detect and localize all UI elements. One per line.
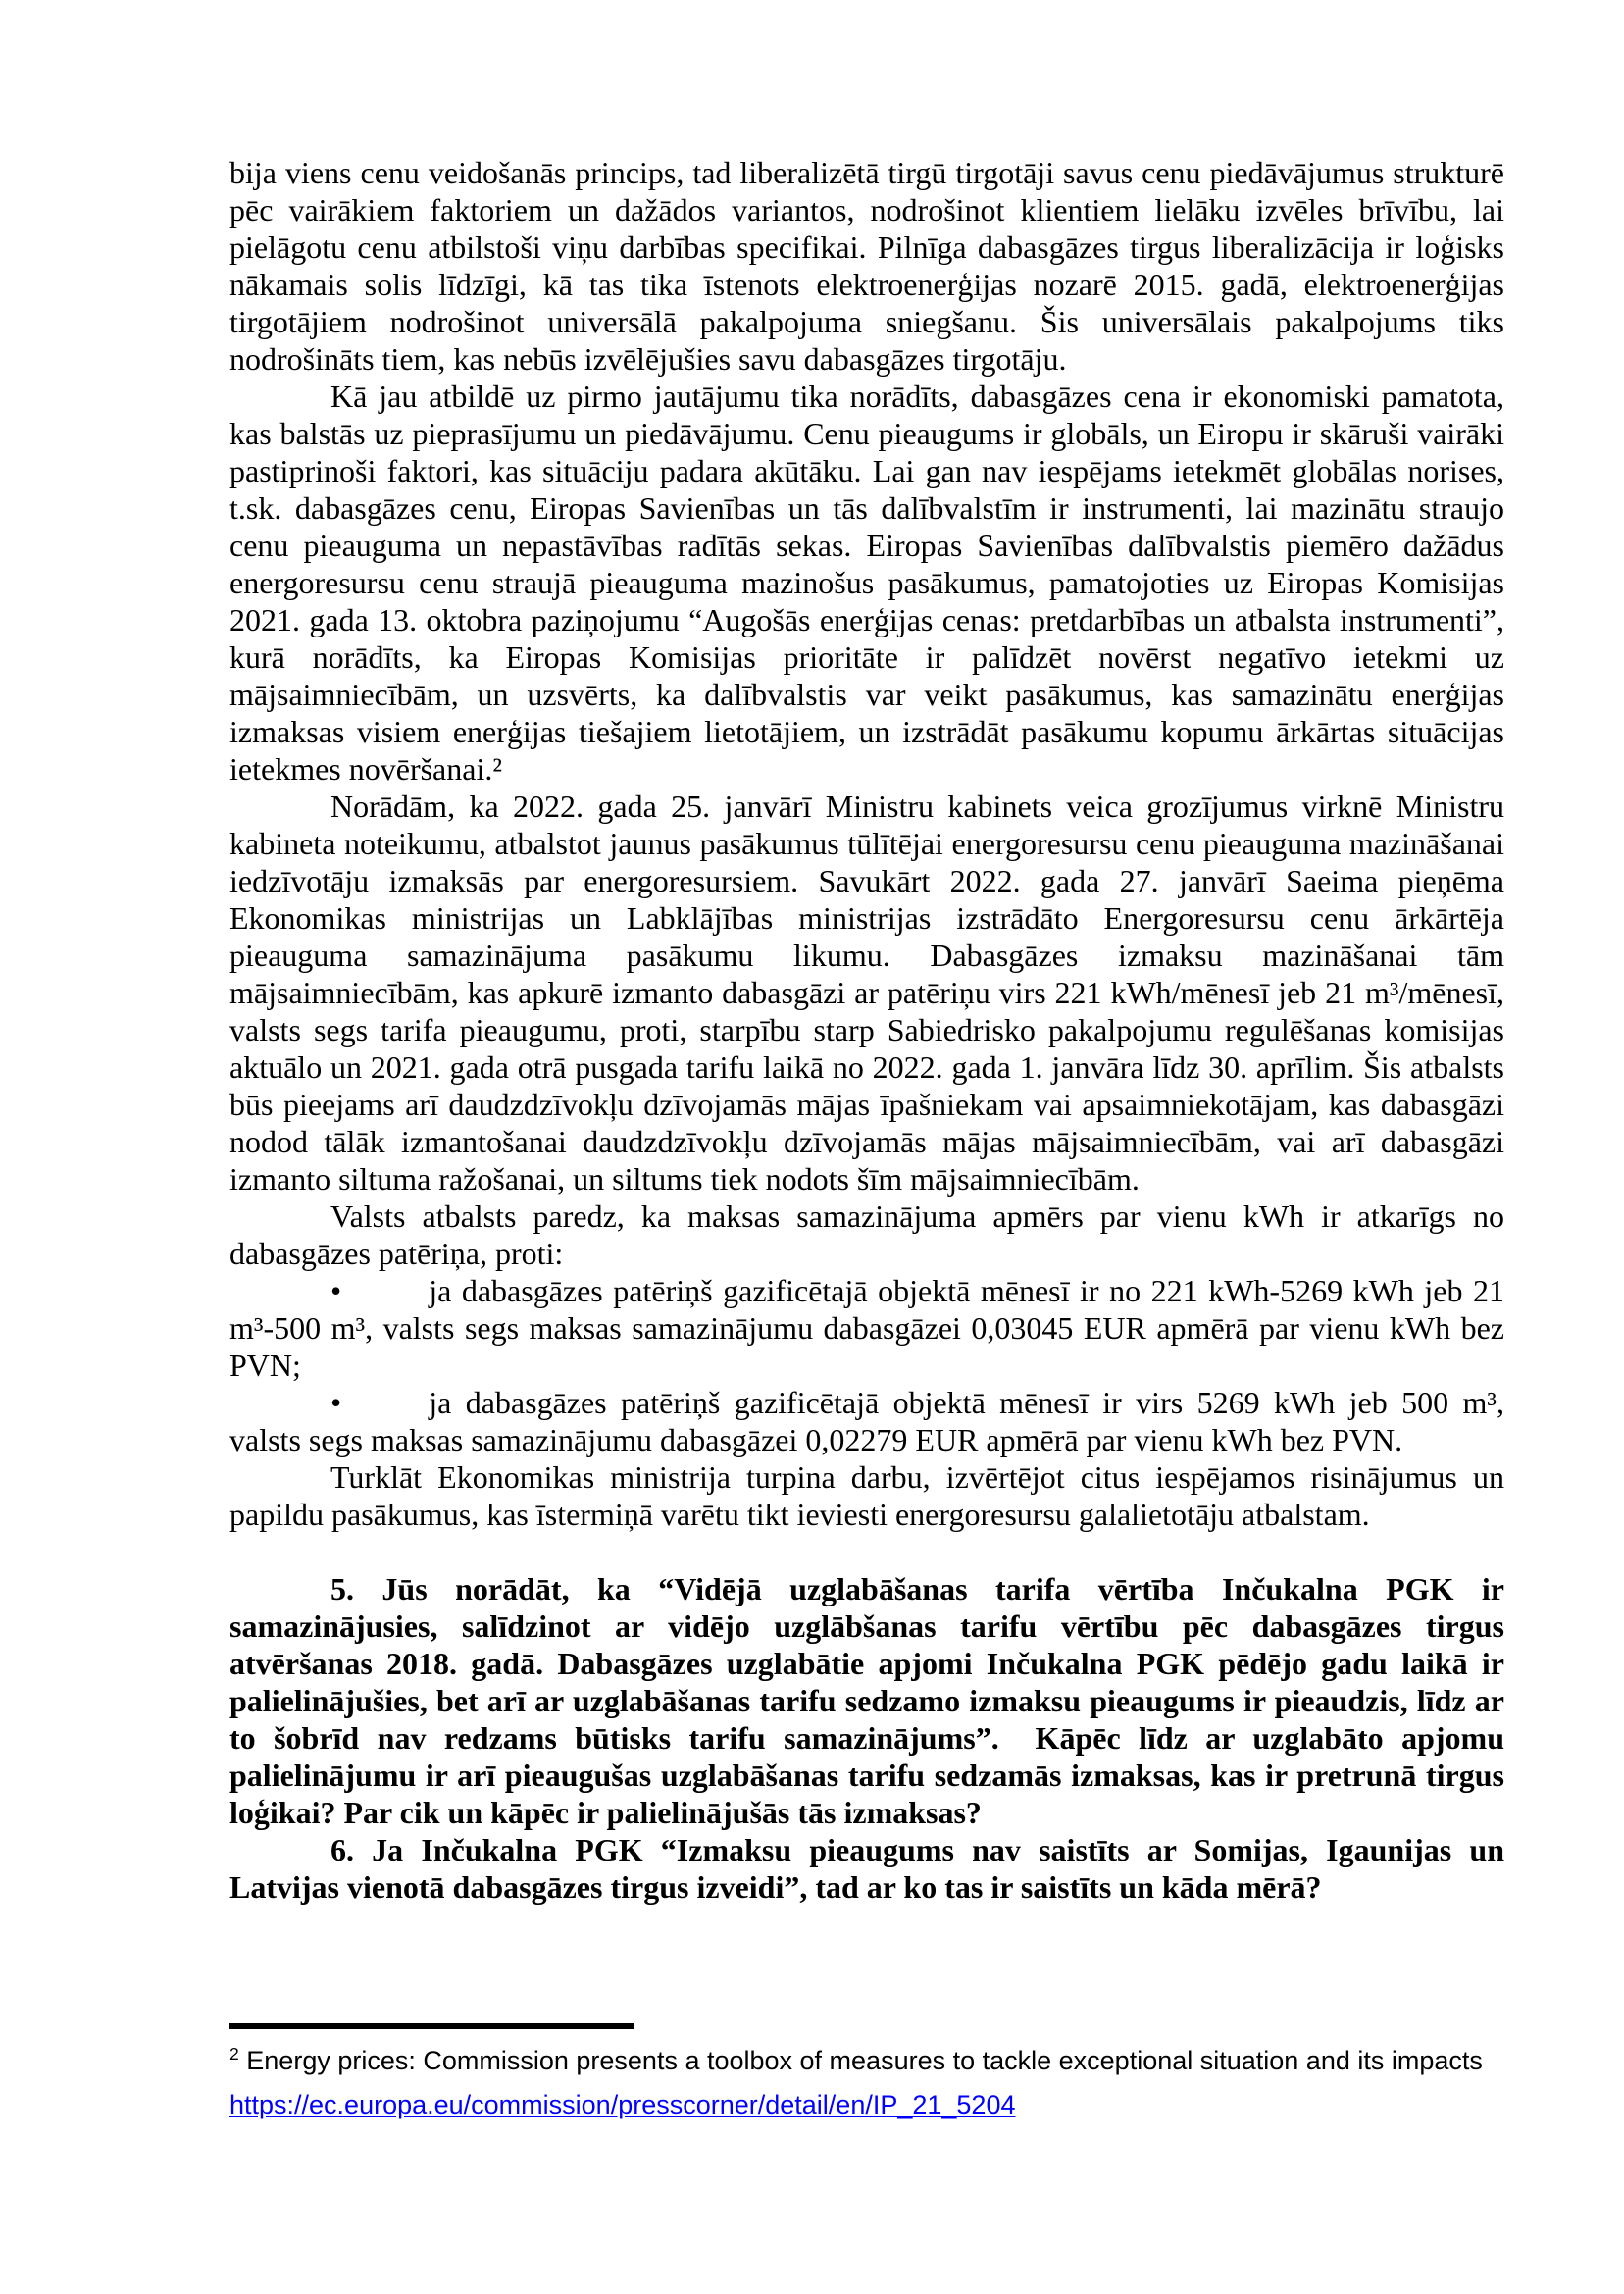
question-paragraph-5: 5. Jūs norādāt, ka “Vidējā uzglabāšanas tarifa vērtība Inčukalna PGK ir samazinājusies, salīdzinot ar vidējo uzglābšanas tarifu vērtību pēc dabasgāzes tirgus atvēršanas 2018. gadā. Dabasgāzes uzglabātie apjomi Inčukalna PGK pēdējo gadu laikā ir palielinājušies, bet arī ar uzglabāšanas tarifu sedzamo izmaksu pieaugums ir pieaudzis, līdz ar to šobrīd nav redzams būtisks tarifu samazinājums”. Kāpēc līdz ar uzglabāto apjomu palielinājumu ir arī pieaugušas uzglabāšanas tarifu sedzamās izmaksas, kas ir pretrunā tirgus loģikai? Par cik un kāpēc ir palielinājušās tās izmaksas? [229, 1571, 1504, 1830]
paragraph-continuation: bija viens cenu veidošanās princips, tad liberalizētā tirgū tirgotāji savus cenu piedāvājumus strukturē pēc vairākiem faktoriem un dažādos variantos, nodrošinot klientiem lielāku izvēles brīvību, lai pielāgotu cenu atbilstoši viņu darbības specifikai. Pilnīga dabasgāzes tirgus liberalizācija ir loģisks nākamais solis līdzīgi, kā tas tika īstenots elektroenerģijas nozarē 2015. gadā, elektroenerģijas tirgotājiem nodrošinot universālā pakalpojuma sniegšanu. Šis universālais pakalpojums tiks nodrošināts tiem, kas nebūs izvēlējušies savu dabasgāzes tirgotāju. [229, 155, 1504, 377]
footnote-text: Energy prices: Commission presents a toolbox of measures to tackle exceptional situation and its impacts [246, 2046, 1483, 2075]
paragraph: Valsts atbalsts paredz, ka maksas samazinājuma apmērs par vienu kWh ir atkarīgs no dabasgāzes patēriņa, proti: [229, 1198, 1504, 1271]
bullet-icon: • [330, 1273, 342, 1308]
document-body [229, 154, 1504, 1906]
footnote-line [229, 2039, 1504, 2127]
bullet-text: ja dabasgāzes patēriņš gazificētajā objektā mēnesī ir no 221 kWh-5269 kWh jeb 21 m³-500 m³, valsts segs maksas samazinājumu dabasgāzei 0,03045 EUR apmērā par vienu kWh bez PVN; [229, 1273, 1504, 1383]
bullet-icon: • [330, 1385, 342, 1420]
paragraph: Turklāt Ekonomikas ministrija turpina darbu, izvērtējot citus iespējamos risinājumus un papildu pasākumus, kas īstermiņā varētu tikt ieviesti energoresursu galalietotāju atbalstam. [229, 1459, 1504, 1532]
bullet-text: ja dabasgāzes patēriņš gazificētajā objektā mēnesī ir virs 5269 kWh jeb 500 m³, valsts segs maksas samazinājumu dabasgāzei 0,02279 EUR apmērā par vienu kWh bez PVN. [229, 1385, 1504, 1457]
bullet-item [229, 1384, 1504, 1458]
footnote-link[interactable]: https://ec.europa.eu/commission/presscorner/detail/en/IP_21_5204 [229, 2090, 1016, 2119]
footnote-marker: 2 [229, 2044, 239, 2064]
paragraph: Norādām, ka 2022. gada 25. janvārī Ministru kabinets veica grozījumus virknē Ministru kabineta noteikumu, atbalstot jaunus pasākumus tūlītējai energoresursu cenu pieauguma mazināšanai iedzīvotāju izmaksās par energoresursiem. Savukārt 2022. gada 27. janvārī Saeima pieņēma Ekonomikas ministrijas un Labklājības ministrijas izstrādāto Energoresursu cenu ārkārtēja pieauguma samazinājuma pasākumu likumu. Dabasgāzes izmaksu mazināšanai tām mājsaimniecībām, kas apkurē izmanto dabasgāzi ar patēriņu virs 221 kWh/mēnesī jeb 21 m³/mēnesī, valsts segs tarifa pieaugumu, proti, starpību starp Sabiedrisko pakalpojumu regulēšanas komisijas aktuālo un 2021. gada otrā pusgada tarifu laikā no 2022. gada 1. janvāra līdz 30. aprīlim. Šis atbalsts būs pieejams arī daudzdzīvokļu dzīvojamās mājas īpašniekam vai apsaimniekotājam, kas dabasgāzi nodod tālāk izmantošanai daudzdzīvokļu dzīvojamās mājas mājsaimniecībām, vai arī dabasgāzi izmanto siltuma ražošanai, un siltums tiek nodots šīm mājsaimniecībām. [229, 789, 1504, 1197]
footnote-area [229, 2023, 1504, 2127]
paragraph: Kā jau atbildē uz pirmo jautājumu tika norādīts, dabasgāzes cena ir ekonomiski pamatota, kas balstās uz pieprasījumu un piedāvājumu. Cenu pieaugums ir globāls, un Eiropu ir skāruši vairāki pastiprinoši faktori, kas situāciju padara akūtāku. Lai gan nav iespējams ietekmēt globālas norises, t.sk. dabasgāzes cenu, Eiropas Savienības un tās dalībvalstīm ir instrumenti, lai mazinātu straujo cenu pieauguma un nepastāvības radītās sekas. Eiropas Savienības dalībvalstis piemēro dažādus energoresursu cenu straujā pieauguma mazinošus pasākumus, pamatojoties uz Eiropas Komisijas 2021. gada 13. oktobra paziņojumu “Augošās enerģijas cenas: pretdarbības un atbalsta instrumenti”, kurā norādīts, ka Eiropas Komisijas prioritāte ir palīdzēt novērst negatīvo ietekmi uz mājsaimniecībām, un uzsvērts, ka dalībvalstis var veikt pasākumus, kas samazinātu enerģijas izmaksas visiem enerģijas tiešajiem lietotājiem, un izstrādāt pasākumu kopumu ārkārtas situācijas ietekmes novēršanai.² [229, 379, 1504, 787]
footnote-separator [229, 2023, 634, 2029]
bullet-item [229, 1272, 1504, 1384]
question-paragraph-6: 6. Ja Inčukalna PGK “Izmaksu pieaugums nav saistīts ar Somijas, Igaunijas un Latvijas vienotā dabasgāzes tirgus izveidi”, tad ar ko tas ir saistīts un kāda mērā? [229, 1832, 1504, 1905]
